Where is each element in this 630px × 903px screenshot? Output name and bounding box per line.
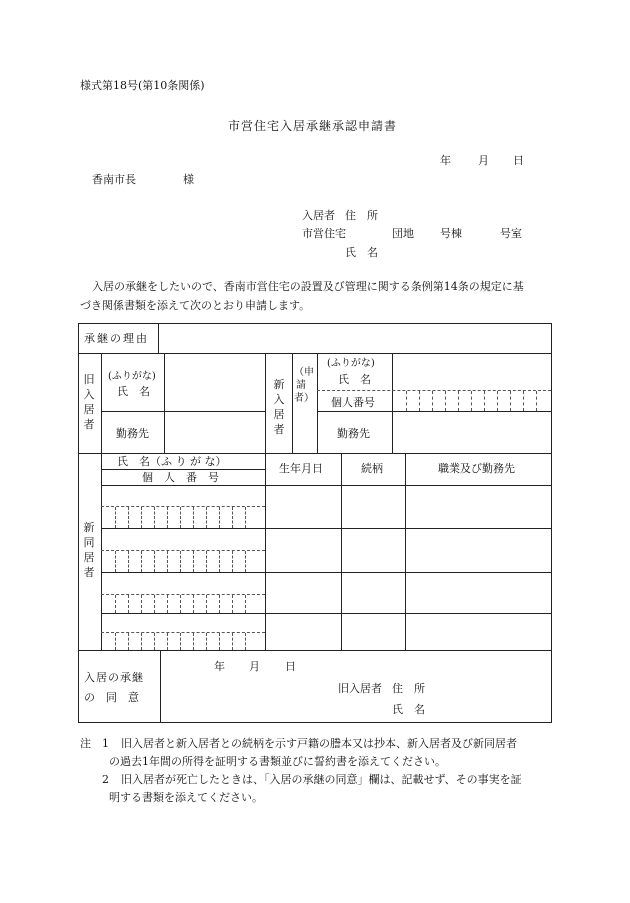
addressee-honorific: 様 <box>183 173 194 186</box>
note-2-number: 2 <box>102 773 109 786</box>
col-occupation: 職業及び勤務先 <box>438 462 515 475</box>
old-name-label: 氏 名 <box>117 385 150 398</box>
consent-year: 年 <box>214 660 225 673</box>
table-row[interactable] <box>103 574 549 612</box>
date-month: 月 <box>478 154 489 167</box>
intro-line-1: 入居の承継をしたいので、香南市営住宅の設置及び管理に関する条例第14条の規定に基 <box>92 280 524 293</box>
note-1-line-2: の過去1年間の所得を証明する書類並びに誓約書を添えてください。 <box>109 755 446 768</box>
old-furigana-label: (ふりがな) <box>108 371 156 382</box>
notes-prefix: 注 <box>80 737 91 750</box>
col-relationship: 続柄 <box>361 462 383 475</box>
note-1-number: 1 <box>102 737 109 750</box>
applicant-housing-label: 市営住宅 <box>302 227 346 240</box>
note-2-line-1: 旧入居者が死亡したときは、「入居の承継の同意」欄は、記載せず、その事実を証 <box>121 773 522 786</box>
new-name-field[interactable] <box>394 355 550 389</box>
old-workplace-field[interactable] <box>166 413 264 452</box>
applicant-danchi: 団地 <box>392 227 414 240</box>
old-name-field[interactable] <box>166 355 264 410</box>
date-day: 日 <box>513 154 524 167</box>
applicant-goushitsu: 号室 <box>500 227 522 240</box>
table-row[interactable] <box>103 487 549 527</box>
consent-name: 氏 名 <box>392 703 425 716</box>
note-1-line-1: 旧入居者と新入居者との続柄を示す戸籍の謄本又は抄本、新入居者及び新同居者 <box>121 737 517 750</box>
consent-label-1: 入居の承継 <box>84 671 144 684</box>
cohabitant-label: 新同居者 <box>83 521 95 579</box>
intro-line-2: づき関係書類を添えて次のとおり申請します。 <box>80 299 311 312</box>
new-name-label: 氏 名 <box>338 373 371 386</box>
applicant-address-label: 住 所 <box>345 209 378 222</box>
new-resident-label: 新入居者 <box>273 378 285 436</box>
date-year: 年 <box>440 154 451 167</box>
reason-label: 承継の理由 <box>84 332 149 345</box>
new-individual-number-label: 個人番号 <box>331 396 375 409</box>
table-row[interactable] <box>103 530 549 571</box>
applicant-label: 入居者 <box>302 209 335 222</box>
consent-old-resident: 旧入居者 <box>338 682 382 695</box>
addressee-name: 香南市長 <box>92 173 136 186</box>
new-individual-number-field[interactable] <box>394 392 550 410</box>
table-row[interactable] <box>103 615 549 649</box>
consent-address: 住 所 <box>392 682 425 695</box>
form-number: 様式第18号(第10条関係) <box>80 79 205 92</box>
applicant-paren-label: （申請者） <box>294 367 314 404</box>
old-workplace-label: 勤務先 <box>116 427 149 440</box>
page-title: 市営住宅入居承継承認申請書 <box>228 119 398 133</box>
applicant-name-label: 氏 名 <box>345 246 378 259</box>
col-name-furigana: 氏 名（ふ り が な） <box>117 455 227 468</box>
col-birthdate: 生年月日 <box>279 462 323 475</box>
consent-label-2: の 同 意 <box>84 691 139 704</box>
col-individual-number: 個 人 番 号 <box>142 471 219 484</box>
reason-field[interactable] <box>160 325 549 352</box>
new-workplace-field[interactable] <box>394 413 550 452</box>
old-resident-label: 旧入居者 <box>83 373 95 431</box>
consent-month: 月 <box>249 660 260 673</box>
applicant-gouto: 号棟 <box>440 227 462 240</box>
new-workplace-label: 勤務先 <box>337 427 370 440</box>
new-furigana-label: (ふりがな) <box>327 358 375 369</box>
consent-day: 日 <box>285 660 296 673</box>
note-2-line-2: 明する書類を添えてください。 <box>109 791 263 804</box>
